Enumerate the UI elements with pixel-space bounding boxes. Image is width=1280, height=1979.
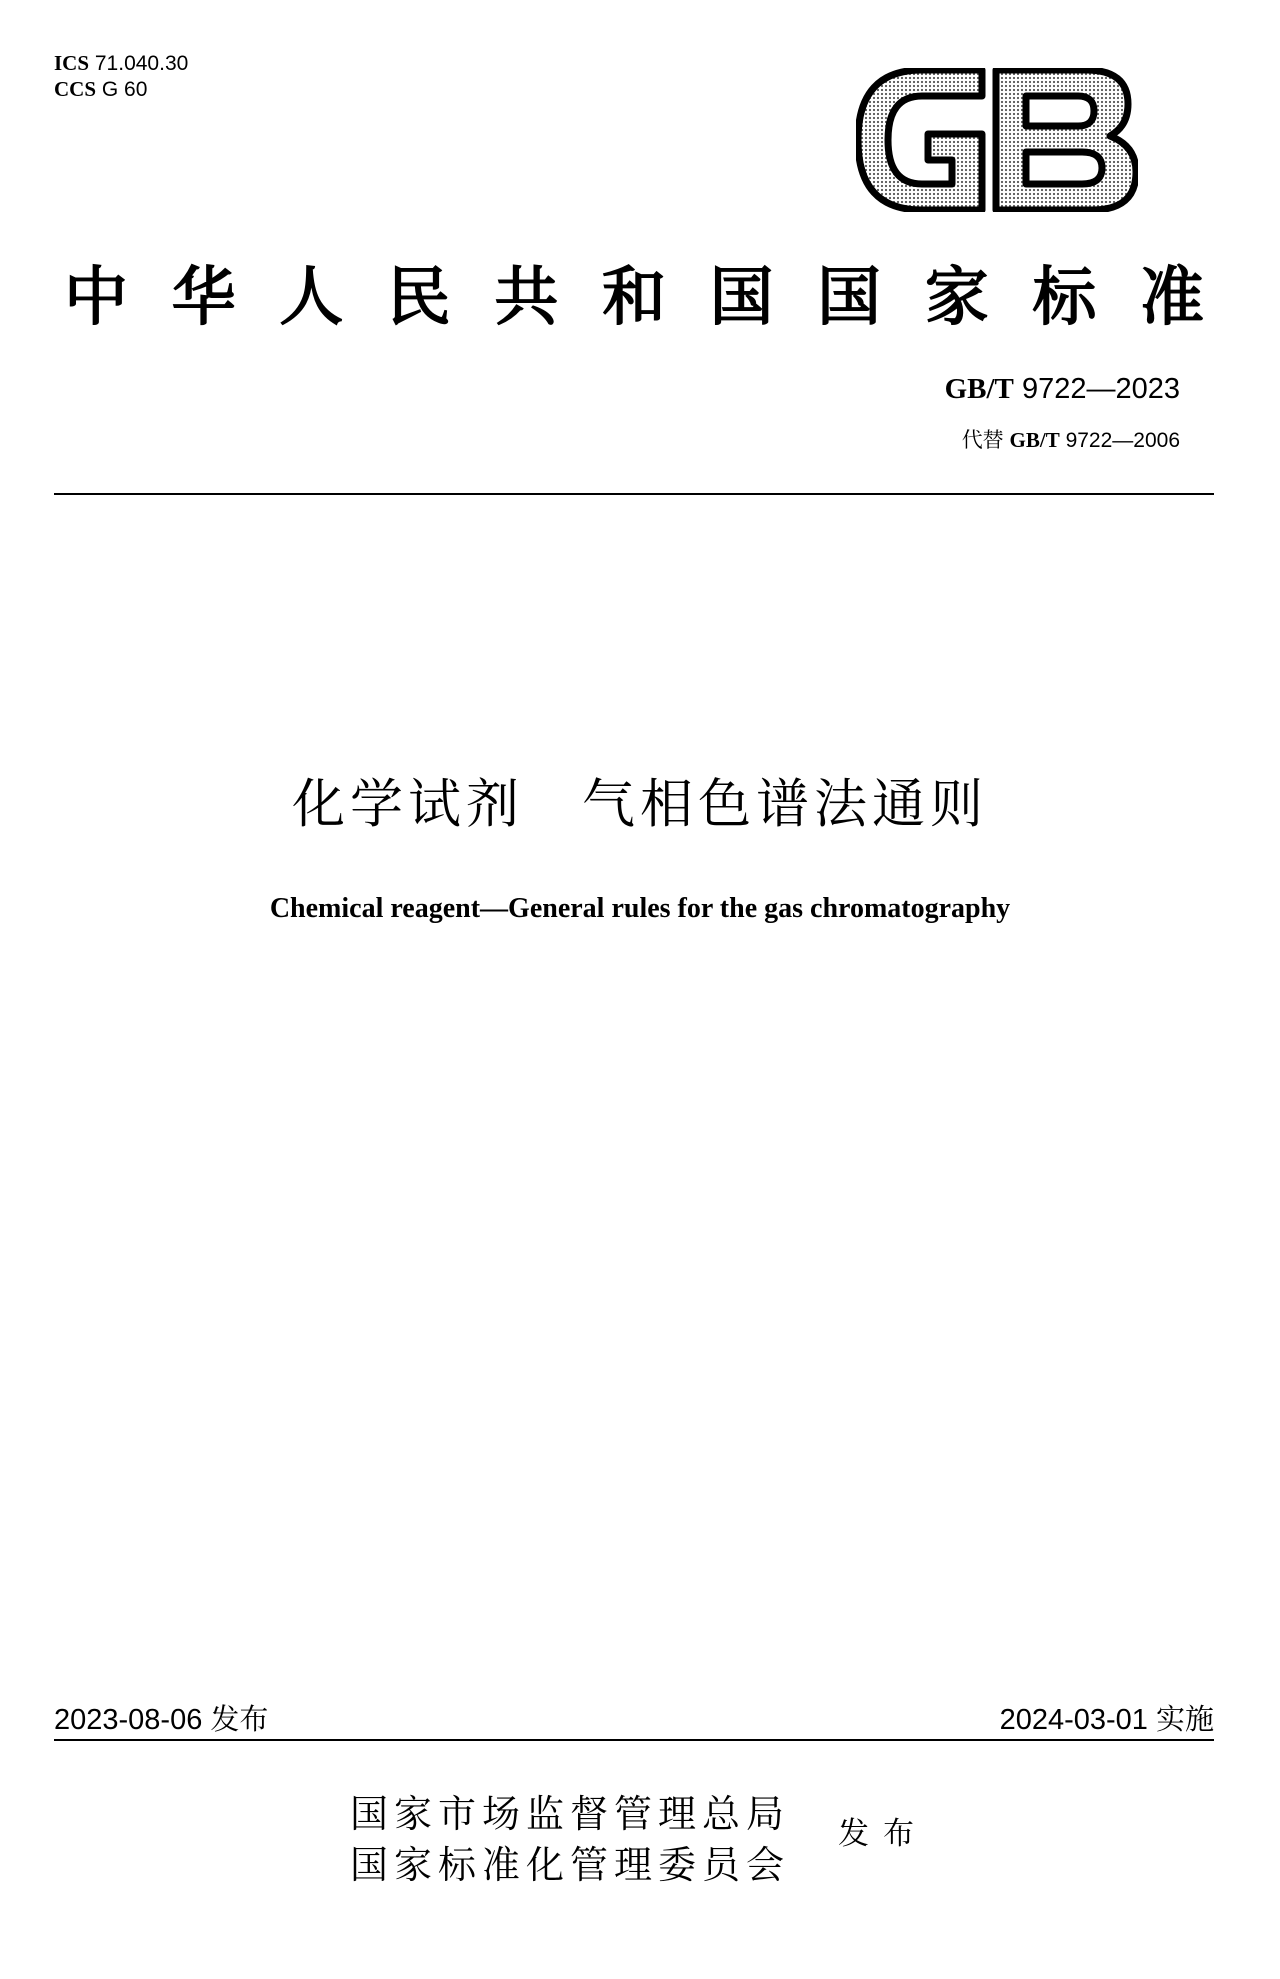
title-char: 国 bbox=[817, 260, 882, 335]
title-char: 共 bbox=[494, 260, 559, 335]
title-char: 家 bbox=[924, 260, 989, 335]
issuer-samr: 国家市场监督管理总局 bbox=[350, 1792, 791, 1836]
replaces-prefix: 代替 bbox=[961, 429, 1004, 452]
title-char: 华 bbox=[171, 260, 236, 335]
issue-date: 2023-08-06 发布 bbox=[54, 1704, 269, 1736]
national-standard-title bbox=[54, 252, 1214, 335]
title-char: 中 bbox=[64, 260, 128, 335]
title-char: 人 bbox=[279, 260, 344, 335]
ics-value: 71.040.30 bbox=[94, 52, 189, 75]
title-char: 标 bbox=[1032, 260, 1097, 335]
replaces-value: 9722—2006 bbox=[1065, 429, 1180, 452]
title-char: 准 bbox=[1139, 260, 1204, 335]
gb-logo bbox=[856, 68, 1138, 212]
standard-number-value: 9722—2023 bbox=[1021, 373, 1180, 405]
ics-code bbox=[54, 51, 188, 76]
ccs-label: CCS bbox=[54, 77, 97, 101]
title-char: 民 bbox=[386, 260, 451, 335]
title-char: 和 bbox=[601, 260, 666, 335]
implementation-date: 2024-03-01 实施 bbox=[999, 1704, 1214, 1736]
footer-divider bbox=[54, 1739, 1214, 1741]
ics-label: ICS bbox=[54, 51, 90, 75]
standard-number-prefix: GB/T bbox=[944, 373, 1014, 405]
replaces-key: GB/T bbox=[1009, 428, 1060, 452]
title-char: 国 bbox=[709, 260, 774, 335]
issuer-sac: 国家标准化管理委员会 bbox=[350, 1843, 791, 1887]
ccs-value: G 60 bbox=[101, 78, 148, 101]
header-divider bbox=[54, 493, 1214, 495]
standard-number bbox=[945, 373, 1180, 406]
ccs-code bbox=[54, 77, 147, 102]
publish-label: 发布 bbox=[838, 1816, 928, 1852]
document-title-chinese: 化学试剂 气相色谱法通则 bbox=[292, 774, 988, 835]
document-title-english: Chemical reagent—General rules for the gas chromatography bbox=[269, 893, 1011, 924]
replaces-standard bbox=[962, 424, 1180, 454]
